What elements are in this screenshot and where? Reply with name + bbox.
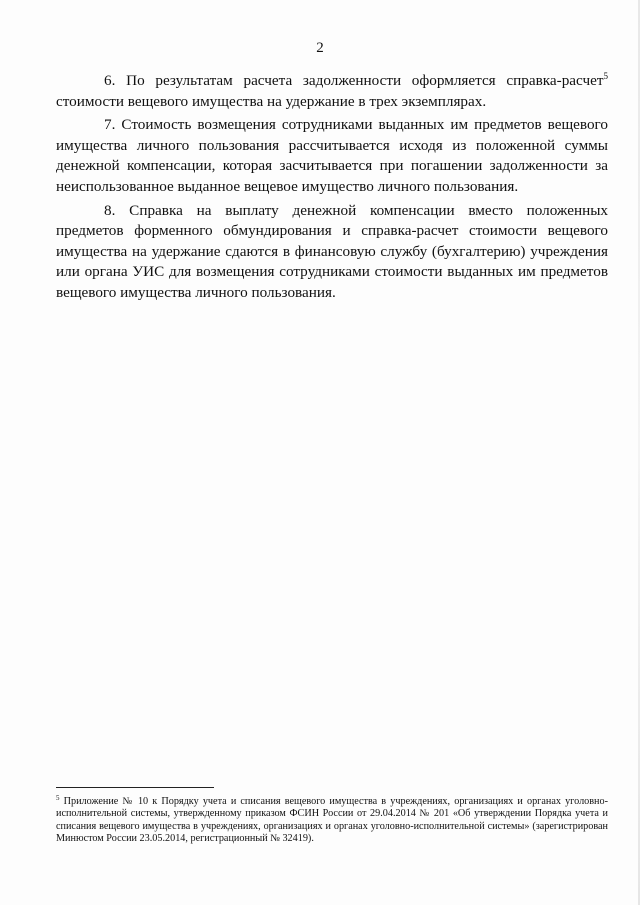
- footnote-text: Приложение № 10 к Порядку учета и списания вещевого имущества в учреждениях, организациях и органах уголовно-исполнительной системы, утвержденному приказом ФСИН России от 29.04.2014 № 201 «Об утверждении Порядка учета и списания вещевого имущества в учреждениях, организациях и органах уголовно-исполнительной системы» (зарегистрирован Минюстом России 23.05.2014, регистрационный № 32419).: [56, 796, 608, 845]
- footnote-marker: 5: [56, 794, 60, 802]
- document-body: [56, 71, 608, 307]
- paragraph-6-text-continued: стоимости вещевого имущества на удержание в трех экземплярах.: [56, 92, 487, 110]
- footnote-reference[interactable]: 5: [603, 71, 608, 81]
- footnote: [56, 796, 608, 846]
- paragraph-8: 8. Справка на выплату денежной компенсации вместо положенных предметов форменного обмундирования и справка-расчет стоимости вещевого имущества на удержание сдаются в финансовую службу (бухгалтерию) учреждения или органа УИС для возмещения сотрудниками стоимости выданных им предметов вещевого имущества личного пользования.: [56, 201, 608, 301]
- page-number: 2: [316, 40, 324, 56]
- footnote-divider: [56, 787, 214, 788]
- paragraph-6-text: 6. По результатам расчета задолженности оформляется справка-расчет: [104, 72, 604, 89]
- paragraph-6: [56, 71, 608, 112]
- paragraph-7: 7. Стоимость возмещения сотрудниками выданных им предметов вещевого имущества личного пользования рассчитывается исходя из положенной суммы денежной компенсации, которая засчитывается при погашении задолженности за неиспользованное выданное вещевое имущество личного пользования.: [56, 116, 608, 195]
